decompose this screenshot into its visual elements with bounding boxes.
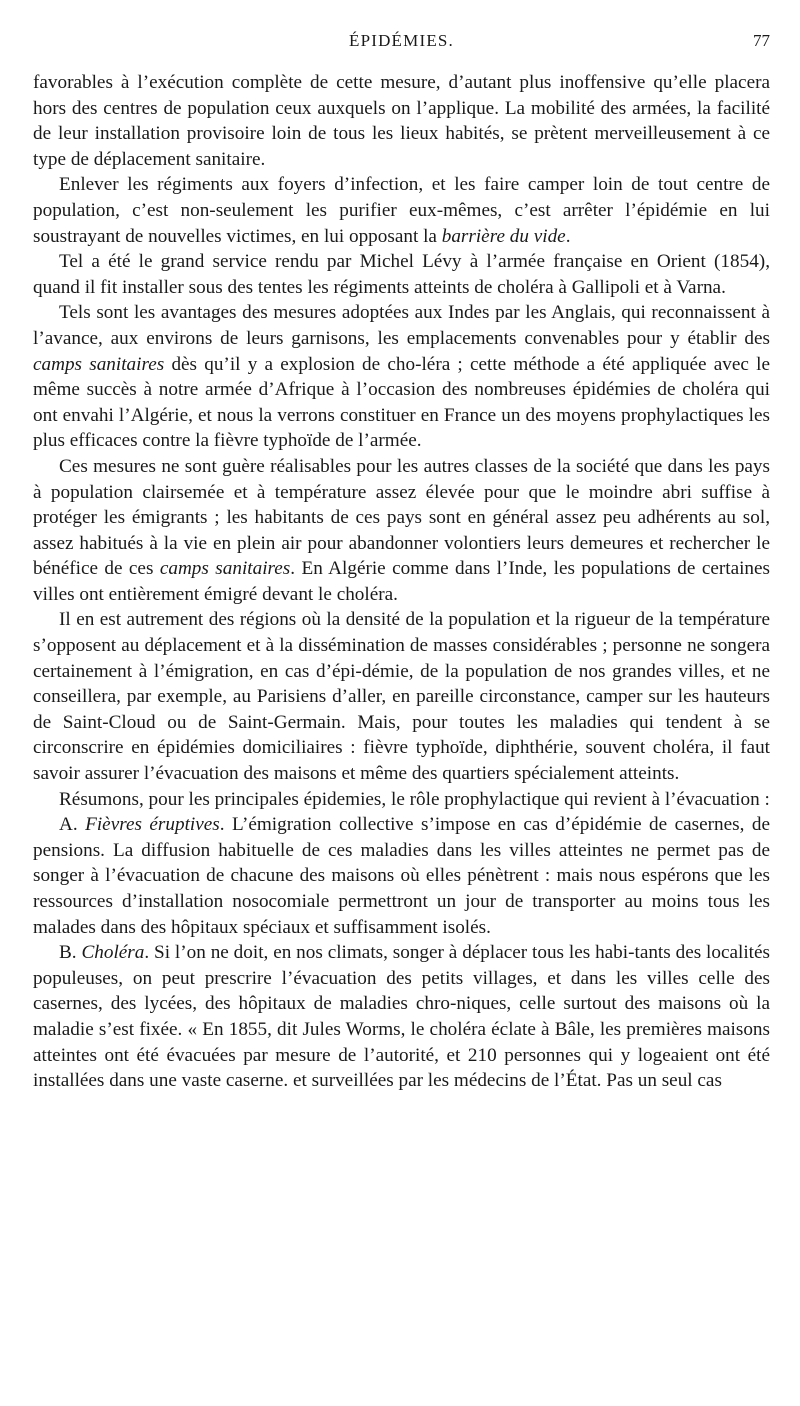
paragraph [33, 300, 770, 454]
italic-text: barrière du vide [441, 225, 566, 247]
paragraph [33, 249, 770, 300]
text-run: B. [59, 942, 82, 964]
text-run: . En Algérie comme dans l’Inde, les populations de certaines villes ont entièrement émigré devant le choléra. [33, 558, 771, 605]
text-run: A. [59, 814, 86, 836]
text-run: Enlever les régiments aux foyers d’infection, et les faire camper loin de tout centre de population, c’est non-seulement les purifier eux-mêmes, c’est arrêter l’épidémie en lui soustrayant de nouvelles victimes, en lui opposant la [33, 174, 770, 247]
paragraph [33, 607, 770, 786]
text-run: Résumons, pour les principales épidemies, le rôle prophylactique qui revient à l’évacuation : [59, 788, 770, 810]
paragraph [33, 940, 770, 1094]
text-run: Ces mesures ne sont guère réalisables pour les autres classes de la société que dans les pays à population clairsemée et à température assez élevée pour que le moindre abri suffise à protéger les émigrants ; les habitants de ces pays sont en général assez peu adhérents au sol, assez habitués à la vie en plein air pour abandonner volontiers leurs demeures et rechercher le bénéfice de ces [33, 455, 770, 580]
paragraph [33, 812, 770, 940]
text-run: Tel a été le grand service rendu par Michel Lévy à l’armée française en Orient (1854), quand il fit installer sous des tentes les régiments atteints de choléra à Gallipoli et à Varna. [33, 251, 770, 298]
body-text [33, 70, 770, 1094]
text-run: Tels sont les avantages des mesures adoptées aux Indes par les Anglais, qui reconnaissent à l’avance, aux environs de leurs garnisons, les emplacements convenables pour y établir des [33, 302, 770, 349]
text-run: . [565, 225, 571, 247]
italic-text: camps sanitaires [33, 353, 165, 375]
italic-text: camps sanitaires [159, 558, 291, 580]
text-run: . Si l’on ne doit, en nos climats, songer à déplacer tous les habi-tants des localités populeuses, on peut prescrire l’évacuation des petits villages, et dans les villes celle des casernes, des lycées, des hôpitaux de maladies chro-niques, celle surtout des maisons où la maladie s’est fixée. « En 1855, dit Jules Worms, le choléra éclate à Bâle, les premières maisons atteintes ont été évacuées par mesure de l’autorité, et 210 personnes qui y logeaient ont été installées dans une vaste caserne. et surveillées par les médecins de l’État. Pas un seul cas [33, 942, 770, 1092]
text-run: Il en est autrement des régions où la densité de la population et la rigueur de la température s’opposent au déplacement et à la dissémination de masses considérables ; personne ne songera certainement à l’émigration, en cas d’épi-démie, de la population de nos grandes villes, et ne conseillera, par exemple, au Parisiens d’aller, en pareille circonstance, camper sur les hauteurs de Saint-Cloud ou de Saint-Germain. Mais, pour toutes les maladies qui tendent à se circonscrire en épidémies domiciliaires : fièvre typhoïde, diphthérie, souvent choléra, il faut savoir assurer l’évacuation des maisons et même des quartiers spécialement atteints. [33, 609, 770, 785]
text-run: . L’émigration collective s’impose en cas d’épidémie de casernes, de pensions. La diffusion habituelle de ces maladies dans les villes atteintes ne permet pas de songer à l’évacuation de chacune des maisons où elles pénètrent : mais nous espérons que les ressources d’installation nosocomiale permettront un jour de transporter au moins tous les malades dans des hôpitaux spéciaux et suffisamment isolés. [33, 814, 770, 938]
italic-text: Fièvres éruptives [85, 814, 220, 836]
book-page [33, 28, 770, 1094]
paragraph [33, 787, 770, 813]
text-run: favorables à l’exécution complète de cette mesure, d’autant plus inoffensive qu’elle placera hors des centres de population ceux auxquels on l’applique. La mobilité des armées, la facilité de leur installation provisoire loin de tous les lieux habités, se prètent merveilleusement à ce type de déplacement sanitaire. [33, 72, 770, 170]
paragraph [33, 454, 770, 608]
text-run: dès qu’il y a explosion de cho-léra ; cette méthode a été appliquée avec le même succès à notre armée d’Afrique à l’occasion des nombreuses épidémies de choléra qui ont envahi l’Algérie, et nous la verrons constituer en France un des moyens prophylactiques les plus efficaces contre la fièvre typhoïde de l’armée. [33, 353, 770, 452]
running-title: ÉPIDÉMIES. [348, 31, 455, 50]
page-number: 77 [753, 31, 770, 50]
italic-text: Choléra [81, 942, 145, 964]
running-header [33, 28, 770, 54]
paragraph [33, 172, 770, 249]
paragraph [33, 70, 770, 172]
